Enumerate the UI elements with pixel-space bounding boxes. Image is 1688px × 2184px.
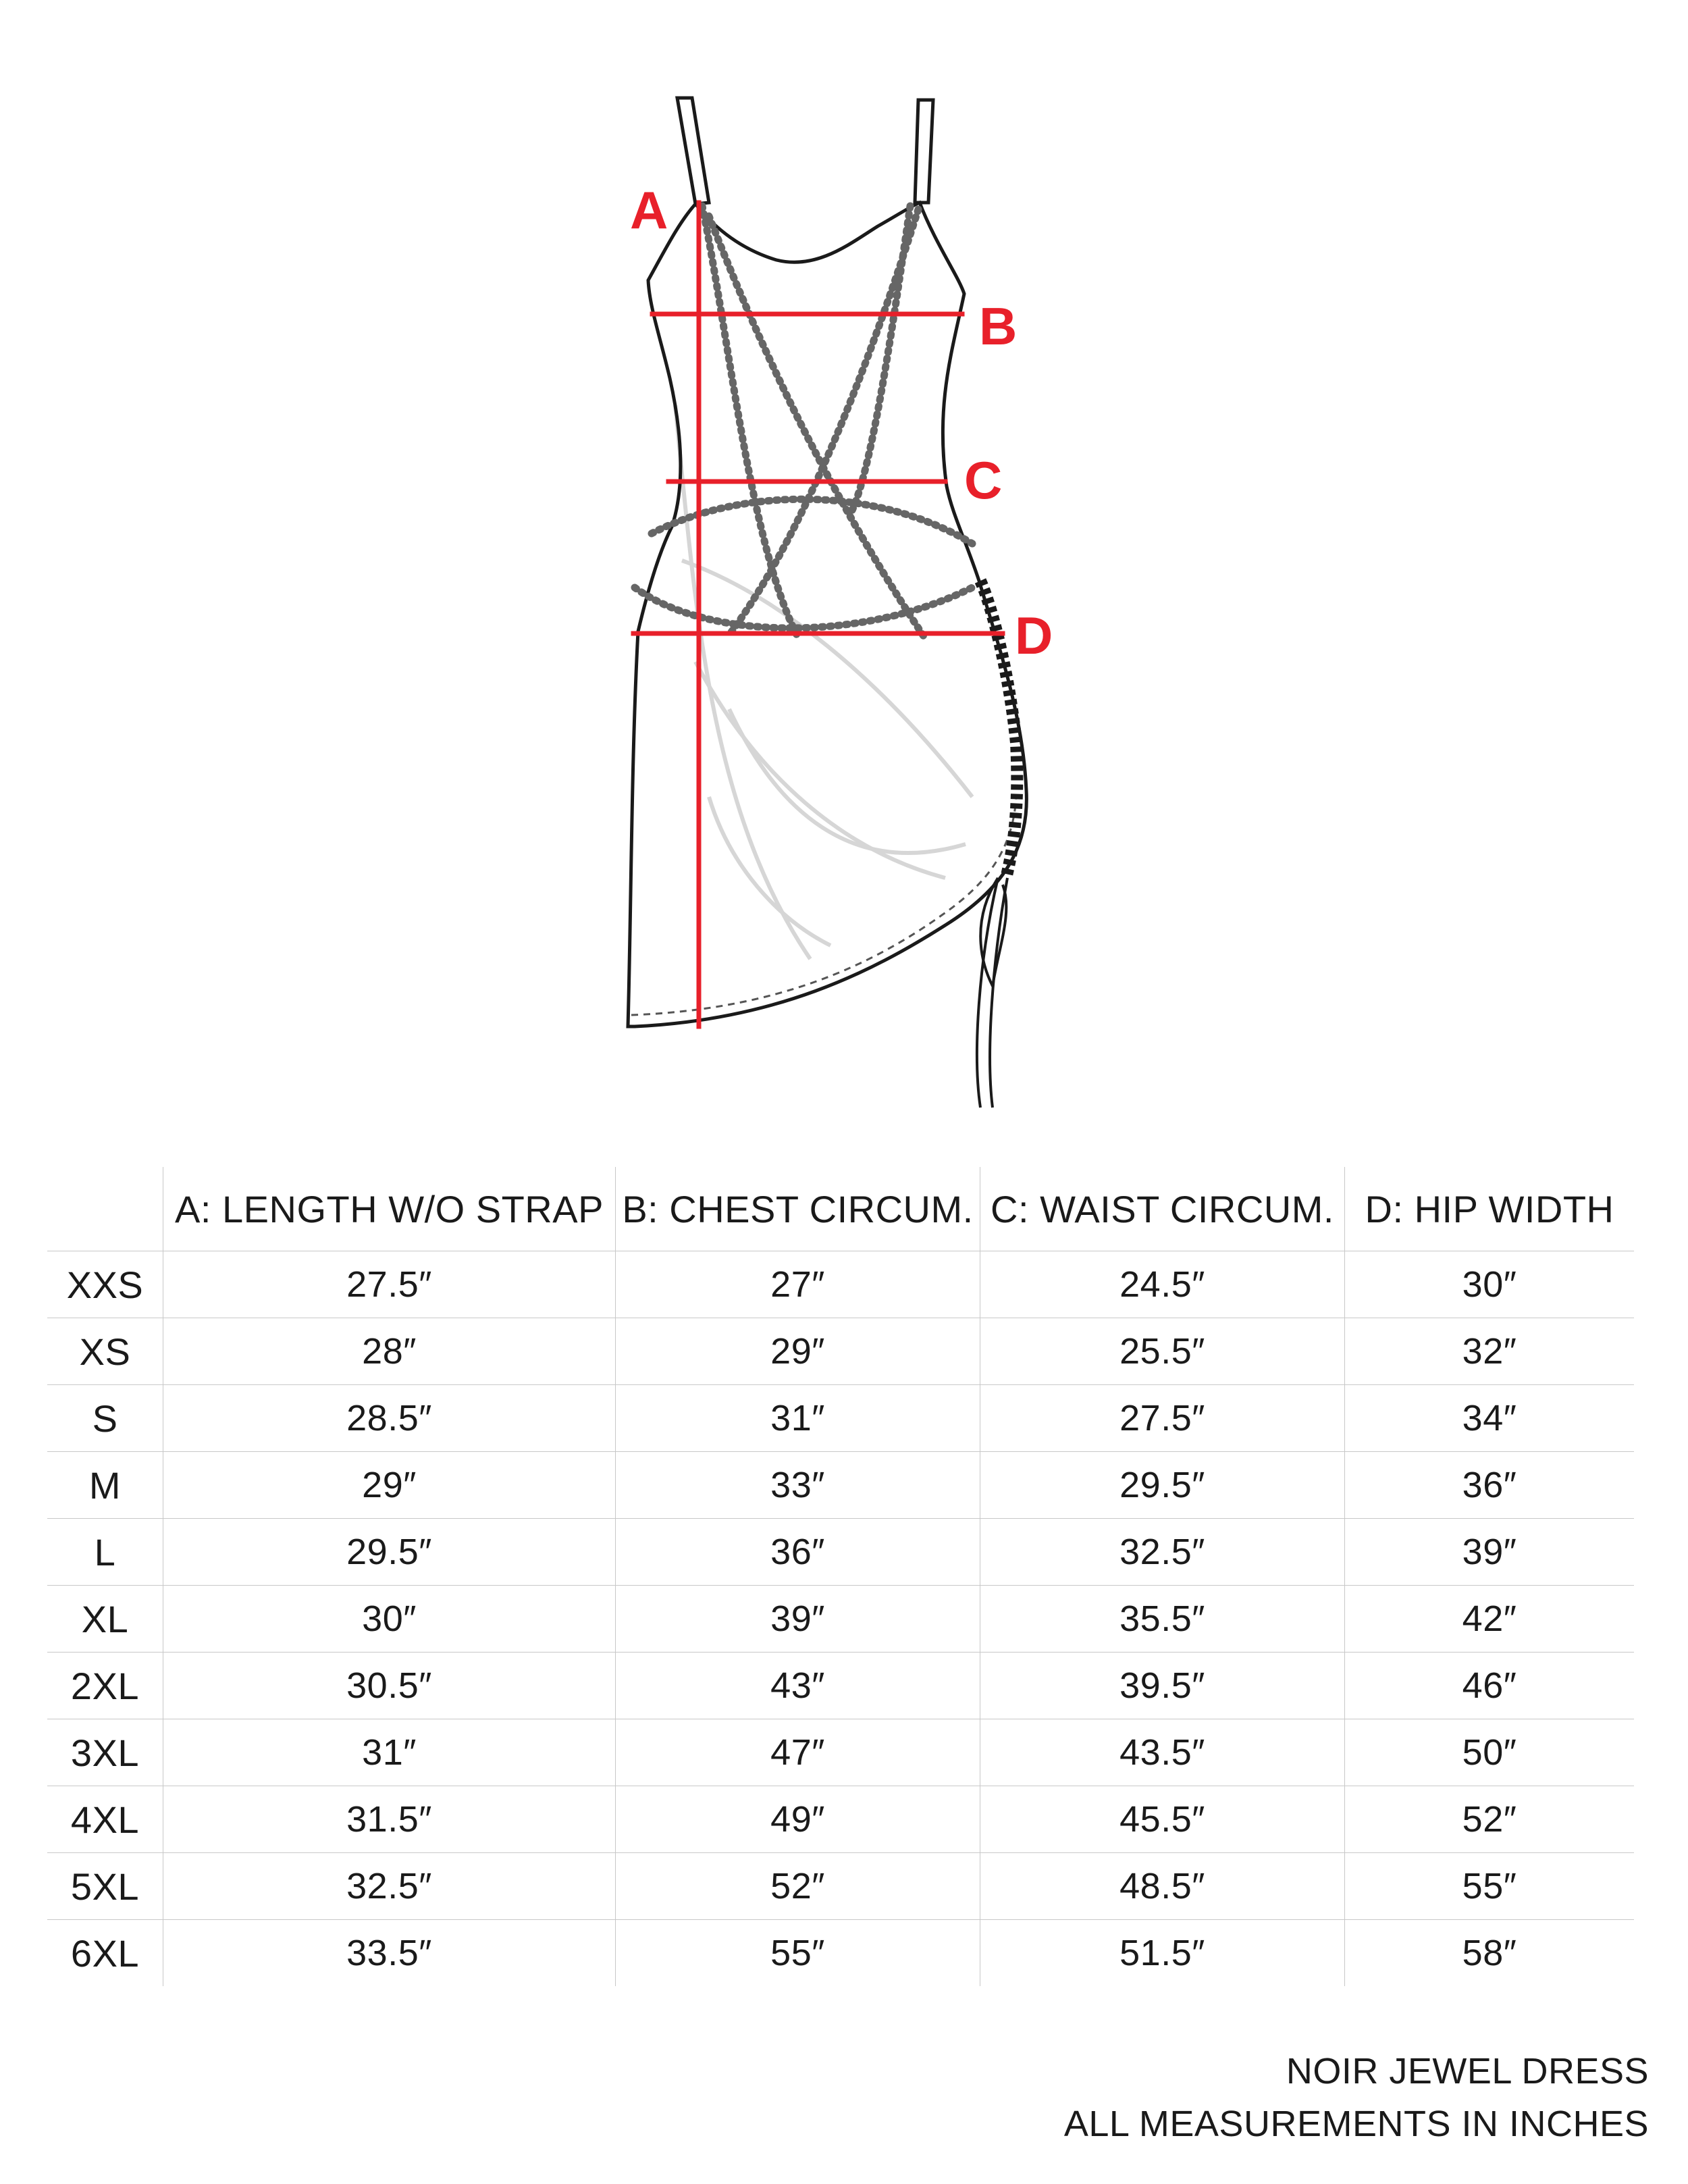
chest-cell: 52″	[616, 1853, 980, 1919]
waist-cell: 51.5″	[980, 1920, 1345, 1986]
hip-cell: 52″	[1462, 1799, 1517, 1840]
strap-left	[677, 98, 709, 204]
bead-chains	[635, 206, 972, 638]
length-cell: 33.5″	[163, 1920, 616, 1986]
size-cell: 3XL	[47, 1719, 163, 1786]
length-cell: 27.5″	[163, 1251, 616, 1318]
waist-cell: 29.5″	[980, 1452, 1345, 1518]
product-name: NOIR JEWEL DRESS	[1286, 2051, 1649, 2091]
size-cell: 5XL	[47, 1853, 163, 1919]
waist-cell: 43.5″	[980, 1719, 1345, 1786]
length-cell: 31″	[163, 1719, 616, 1786]
size-cell: 4XL	[47, 1786, 163, 1852]
hip-cell: 30″	[1462, 1264, 1517, 1305]
table-row	[47, 1853, 1634, 1920]
length-cell: 29″	[163, 1452, 616, 1518]
waist-cell: 27.5″	[980, 1385, 1345, 1451]
table-row	[47, 1519, 1634, 1586]
table-row	[47, 1786, 1634, 1853]
header-chest: B: CHEST CIRCUM.	[616, 1167, 980, 1251]
table-row	[47, 1452, 1634, 1519]
units-note: ALL MEASUREMENTS IN INCHES	[1063, 2104, 1649, 2144]
size-chart-table	[47, 1167, 1634, 1986]
hip-cell: 55″	[1462, 1866, 1517, 1906]
header-size	[47, 1167, 163, 1251]
size-cell: L	[47, 1519, 163, 1585]
waist-cell: 48.5″	[980, 1853, 1345, 1919]
table-row	[47, 1920, 1634, 1986]
straps	[677, 98, 933, 204]
header-waist: C: WAIST CIRCUM.	[980, 1167, 1345, 1251]
table-row	[47, 1653, 1634, 1719]
header-hip: D: HIP WIDTH	[1365, 1187, 1614, 1230]
length-cell: 32.5″	[163, 1853, 616, 1919]
table-row	[47, 1318, 1634, 1385]
length-cell: 30″	[163, 1586, 616, 1652]
waist-cell: 39.5″	[980, 1653, 1345, 1719]
hip-cell: 32″	[1462, 1331, 1517, 1372]
chest-cell: 43″	[616, 1653, 980, 1719]
length-cell: 31.5″	[163, 1786, 616, 1852]
hip-cell: 34″	[1462, 1398, 1517, 1438]
callout-c: C	[964, 450, 1003, 510]
size-cell: XXS	[47, 1251, 163, 1318]
table-body	[47, 1251, 1634, 1986]
hip-cell: 50″	[1462, 1732, 1517, 1773]
chest-cell: 33″	[616, 1452, 980, 1518]
chest-cell: 29″	[616, 1318, 980, 1384]
waist-cell: 24.5″	[980, 1251, 1345, 1318]
hip-cell: 58″	[1462, 1933, 1517, 1973]
strap-right	[915, 100, 933, 203]
callout-a: A	[630, 180, 668, 240]
length-cell: 28.5″	[163, 1385, 616, 1451]
footer	[1064, 2045, 1649, 2150]
chest-cell: 55″	[616, 1920, 980, 1986]
ruched-seam	[980, 581, 1017, 878]
size-cell: XS	[47, 1318, 163, 1384]
callout-d: D	[1015, 606, 1053, 665]
table-row	[47, 1586, 1634, 1653]
drawstring	[977, 878, 1007, 1108]
length-cell: 29.5″	[163, 1519, 616, 1585]
length-cell: 28″	[163, 1318, 616, 1384]
chest-cell: 39″	[616, 1586, 980, 1652]
length-cell: 30.5″	[163, 1653, 616, 1719]
table-row	[47, 1719, 1634, 1786]
drape-shading	[675, 405, 972, 959]
hip-cell: 36″	[1462, 1465, 1517, 1505]
size-cell: M	[47, 1452, 163, 1518]
table-header-row	[47, 1167, 1634, 1251]
hip-cell: 39″	[1462, 1532, 1517, 1572]
size-cell: 6XL	[47, 1920, 163, 1986]
size-cell: 2XL	[47, 1653, 163, 1719]
hip-cell: 46″	[1462, 1665, 1517, 1706]
chest-cell: 27″	[616, 1251, 980, 1318]
hip-cell: 42″	[1462, 1598, 1517, 1639]
size-cell: S	[47, 1385, 163, 1451]
header-length: A: LENGTH W/O STRAP	[163, 1167, 616, 1251]
callout-b: B	[979, 296, 1018, 356]
chest-cell: 47″	[616, 1719, 980, 1786]
chest-cell: 49″	[616, 1786, 980, 1852]
size-cell: XL	[47, 1586, 163, 1652]
chest-cell: 36″	[616, 1519, 980, 1585]
waist-cell: 25.5″	[980, 1318, 1345, 1384]
waist-cell: 45.5″	[980, 1786, 1345, 1852]
waist-cell: 32.5″	[980, 1519, 1345, 1585]
waist-cell: 35.5″	[980, 1586, 1345, 1652]
chest-cell: 31″	[616, 1385, 980, 1451]
table-row	[47, 1385, 1634, 1452]
table-row	[47, 1251, 1634, 1318]
